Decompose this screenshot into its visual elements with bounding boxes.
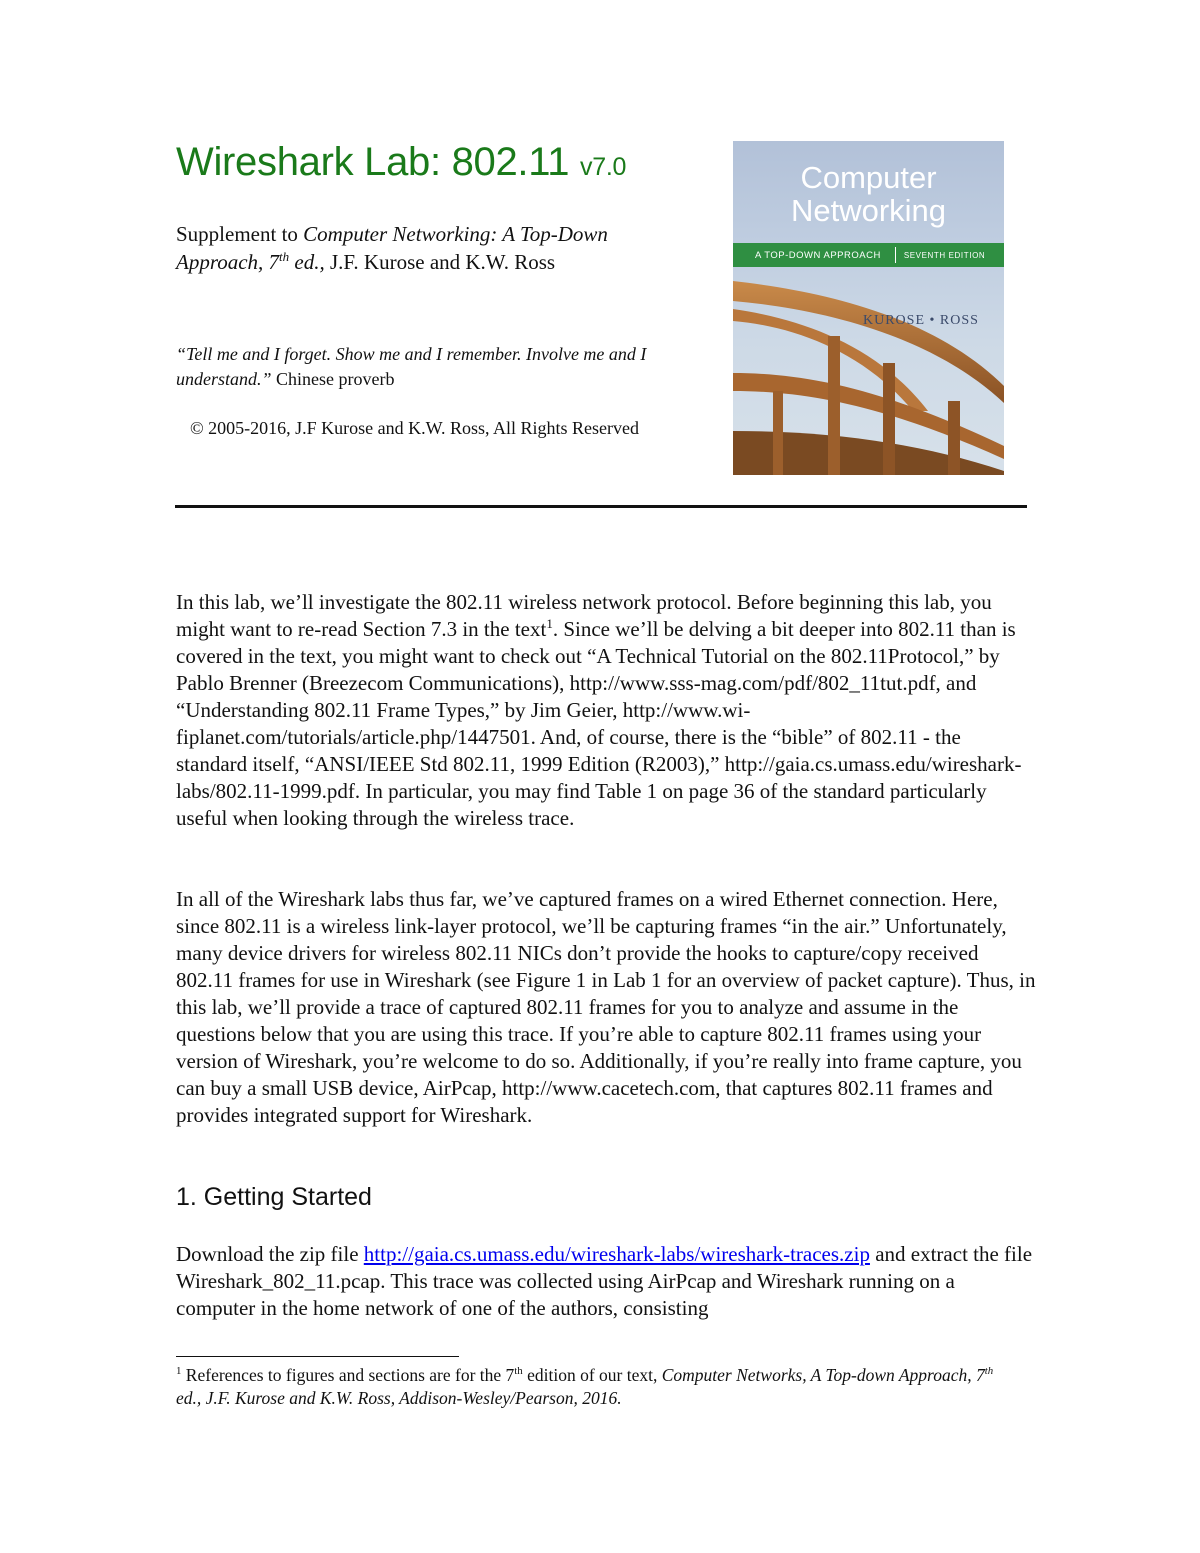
book-title-sup: th — [279, 249, 290, 264]
footnote-ref: 1 — [546, 616, 553, 631]
book-title-text: Computer Networking: A Top-Down Approach, 7 — [176, 222, 608, 274]
quote-attribution: Chinese proverb — [271, 369, 395, 389]
download-paragraph — [176, 1241, 1036, 1322]
supplement-prefix: Supplement to — [176, 222, 304, 246]
capture-paragraph: In all of the Wireshark labs thus far, we’ve captured frames on a wired Ethernet connection. Here, since 802.11 is a wireless link-layer protocol, we’ll be capturing frames “in the air.” Unfortunately, many device drivers for wireless 802.11 NICs don’t provide the hooks to capture/copy received 802.11 frames for use in Wireshark (see Figure 1 in Lab 1 for an overview of packet capture). Thus, in this lab, we’ll provide a trace of captured 802.11 frames for you to analyze and assume in the questions below that you are using this trace. If you’re able to capture 802.11 frames using your version of Wireshark, you’re welcome to do so. Additionally, if you’re really into frame capture, you can buy a small USB device, AirPcap, http://www.cacetech.com, that captures 802.11 frames and provides integrated support for Wireshark. — [176, 887, 1036, 1127]
cover-band-divider — [895, 247, 896, 263]
cover-subtitle: A TOP-DOWN APPROACH — [755, 249, 881, 261]
book-cover-image — [733, 141, 1004, 475]
citation-sup: th — [984, 1365, 994, 1378]
intro-paragraph — [176, 589, 1036, 832]
footnote-number: 1 — [176, 1365, 182, 1378]
download-text-b: and extract the file Wireshark_802_11.pcap. This trace was collected using AirPcap and Wireshark running on a computer in the home network of one of the authors, consisting — [176, 1242, 1033, 1320]
cover-edition: SEVENTH EDITION — [903, 250, 986, 260]
page-title — [176, 140, 626, 185]
proverb-quote — [176, 342, 716, 392]
copyright-notice: © 2005-2016, J.F Kurose and K.W. Ross, All Rights Reserved — [190, 418, 640, 438]
footnote-sup-a: th — [514, 1365, 523, 1378]
citation-text-a: Computer Networks, A Top-down Approach, 7 — [661, 1365, 985, 1385]
authors: J.F. Kurose and K.W. Ross — [324, 250, 556, 274]
cover-subtitle-band — [733, 243, 1004, 267]
section-heading: 1. Getting Started — [176, 1183, 372, 1211]
intro-text-a: In this lab, we’ll investigate the 802.11 wireless network protocol. Before beginning this lab, you might want to re-read Section 7.3 in the text — [176, 590, 992, 641]
download-text-a: Download the zip file — [176, 1242, 364, 1266]
supplement-line — [176, 220, 696, 276]
version-label: v7.0 — [580, 153, 627, 181]
intro-text-b: . Since we’ll be delving a bit deeper into 802.11 than is covered in the text, you might want to check out “A Technical Tutorial on the 802.11Protocol,” by Pablo Brenner (Breezecom Communications), http://www.sss-mag.com/pdf/802_11tut.pdf, and “Understanding 802.11 Frame Types,” by Jim Geier, http://www.wi-fiplanet.com/tutorials/article.php/1447501. And, of course, there is the “bible” of 802.11 - the standard itself, “ANSI/IEEE Std 802.11, 1999 Edition (R2003),” http://gaia.cs.umass.edu/wireshark-labs/802.11-1999.pdf. In particular, you may find Table 1 on page 36 of the standard particularly useful when looking through the wireless trace. — [176, 617, 1022, 830]
cover-authors: KUROSE • ROSS — [863, 313, 979, 328]
book-edition: ed., — [289, 250, 325, 274]
header-divider — [175, 505, 1027, 508]
footnote-text-b: edition of our text, — [522, 1365, 662, 1385]
quote-text: “Tell me and I forget. Show me and I remember. Involve me and I understand.” — [176, 344, 647, 389]
cover-title — [733, 161, 1004, 227]
traces-zip-link[interactable]: http://gaia.cs.umass.edu/wireshark-labs/wireshark-traces.zip — [363, 1242, 870, 1266]
citation-text-b: ed., J.F. Kurose and K.W. Ross, Addison-Wesley/Pearson, 2016. — [176, 1388, 622, 1408]
title-text: Wireshark Lab: 802.11 — [176, 140, 570, 184]
cover-title-line2: Networking — [790, 193, 947, 228]
footnote-divider — [176, 1356, 459, 1357]
cover-title-line1: Computer — [800, 160, 937, 195]
footnote — [176, 1364, 1016, 1410]
footnote-text-a: References to figures and sections are for the 7 — [181, 1365, 515, 1385]
